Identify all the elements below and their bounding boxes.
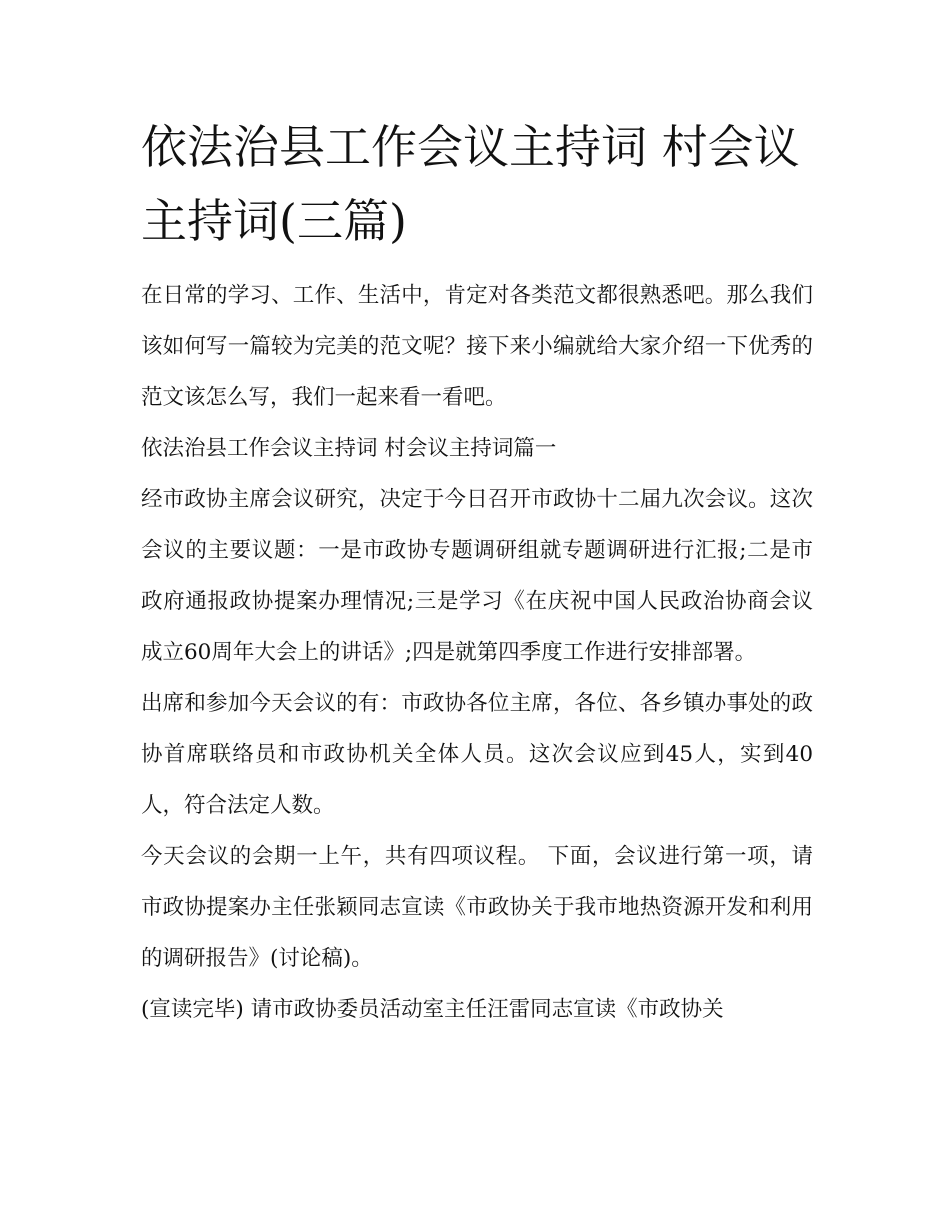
body-paragraph: 今天会议的会期一上午，共有四项议程。 下面，会议进行第一项，请市政协提案办主任张颖同志宣读《市政协关于我市地热资源开发和利用的调研报告》(讨论稿)。 — [141, 844, 813, 971]
section-heading: 依法治县工作会议主持词 村会议主持词篇一 — [141, 436, 557, 461]
intro-paragraph: 在日常的学习、工作、生活中，肯定对各类范文都很熟悉吧。那么我们该如何写一篇较为完美的范文呢？接下来小编就给大家介绍一下优秀的范文该怎么写，我们一起来看一看吧。 — [141, 283, 813, 410]
document-title: 依法治县工作会议主持词 村会议主持词(三篇) — [141, 120, 800, 248]
body-paragraph: 出席和参加今天会议的有：市政协各位主席，各位、各乡镇办事处的政协首席联络员和市政协机关全体人员。这次会议应到45人，实到40人，符合法定人数。 — [141, 691, 813, 818]
body-paragraph: 经市政协主席会议研究，决定于今日召开市政协十二届九次会议。这次会议的主要议题：一是市政协专题调研组就专题调研进行汇报;二是市政府通报政协提案办理情况;三是学习《在庆祝中国人民政治协商会议成立60周年大会上的讲话》;四是就第四季度工作进行安排部署。 — [141, 487, 813, 665]
document-content — [141, 110, 813, 1035]
body-paragraph: (宣读完毕) 请市政协委员活动室主任汪雷同志宣读《市政协关 — [141, 997, 724, 1022]
